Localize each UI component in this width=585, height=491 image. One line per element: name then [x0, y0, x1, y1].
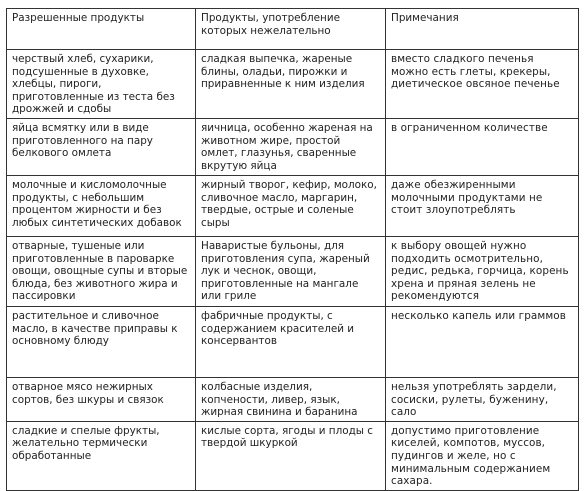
cell-allowed: черствый хлеб, сухарики, подсушенные в духовке, хлебцы, пироги, приготовленные из теста без дрожжей и сдобы: [7, 50, 196, 119]
cell-allowed: яйца всмятку или в виде приготовленного на пару белкового омлета: [7, 118, 196, 175]
cell-allowed: отварное мясо нежирных сортов, без шкуры и связок: [7, 377, 196, 421]
page: [6, 8, 578, 488]
table-row: [7, 118, 579, 175]
cell-allowed: молочные и кисломолочные продукты, с небольшим процентом жирности и без любых синтетических добавок: [7, 175, 196, 236]
header-undesirable-products: Продукты, употребление которых нежелательно: [196, 9, 386, 50]
cell-undesirable: Наваристые бульоны, для приготовления супа, жареный лук и чеснок, овощи, приготовленные на мангале или гриле: [196, 236, 386, 306]
diet-products-table: [6, 8, 579, 491]
table-row: [7, 377, 579, 421]
cell-allowed: растительное и сливочное масло, в качестве приправы к основному блюду: [7, 306, 196, 377]
table-header-row: [7, 9, 579, 50]
cell-undesirable: сладкая выпечка, жареные блины, оладьи, пирожки и приравненные к ним изделия: [196, 50, 386, 119]
cell-allowed: отварные, тушеные или приготовленные в пароварке овощи, овощные супы и вторые блюда, без животного жира и пассировки: [7, 236, 196, 306]
cell-notes: вместо сладкого печенья можно есть глеты, крекеры, диетическое овсяное печенье: [386, 50, 579, 119]
table-row: [7, 306, 579, 377]
cell-notes: даже обезжиренными молочными продуктами не стоит злоупотреблять: [386, 175, 579, 236]
cell-allowed: сладкие и спелые фрукты, желательно термически обработанные: [7, 421, 196, 490]
table-row: [7, 175, 579, 236]
cell-undesirable: жирный творог, кефир, молоко, сливочное масло, маргарин, твердые, острые и соленые сыры: [196, 175, 386, 236]
cell-undesirable: кислые сорта, ягоды и плоды с твердой шкуркой: [196, 421, 386, 490]
header-notes: Примечания: [386, 9, 579, 50]
cell-notes: допустимо приготовление киселей, компотов, муссов, пудингов и желе, но с минимальным содержанием сахара.: [386, 421, 579, 490]
cell-undesirable: фабричные продукты, с содержанием красителей и консервантов: [196, 306, 386, 377]
table-row: [7, 236, 579, 306]
cell-undesirable: яичница, особенно жареная на животном жире, простой омлет, глазунья, сваренные вкрутую яйца: [196, 118, 386, 175]
cell-notes: в ограниченном количестве: [386, 118, 579, 175]
table-row: [7, 421, 579, 490]
cell-notes: несколько капель или граммов: [386, 306, 579, 377]
table-row: [7, 50, 579, 119]
cell-notes: нельзя употреблять зардели, сосиски, рулеты, буженину, сало: [386, 377, 579, 421]
cell-notes: к выбору овощей нужно подходить осмотрительно, редис, редька, горчица, корень хрена и пряная зелень не рекомендуются: [386, 236, 579, 306]
cell-undesirable: колбасные изделия, копчености, ливер, язык, жирная свинина и баранина: [196, 377, 386, 421]
header-allowed-products: Разрешенные продукты: [7, 9, 196, 50]
